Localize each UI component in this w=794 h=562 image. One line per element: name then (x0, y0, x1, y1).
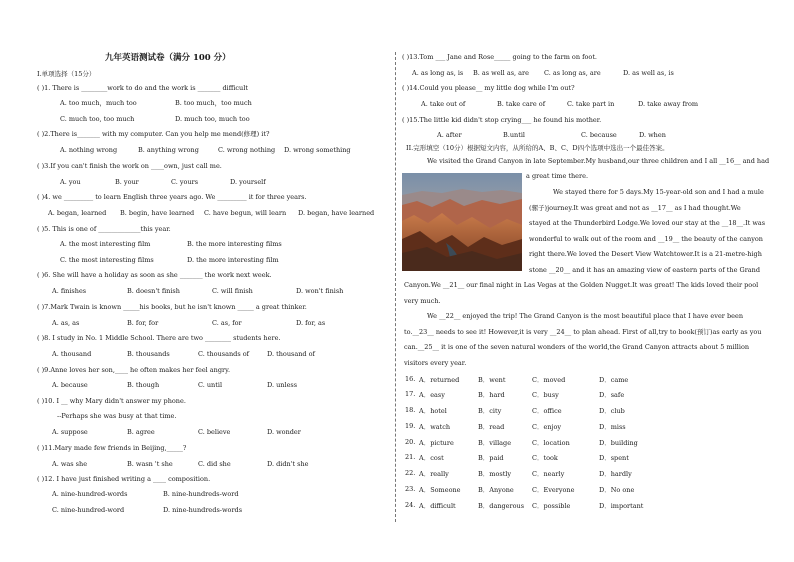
question-12-stem: ( )12. I have just finished writing a ____ composition. (37, 475, 211, 483)
option-b: B. though (127, 381, 160, 389)
option-d: D. wrong something (284, 146, 351, 154)
option-c: C. much too, too much (60, 115, 135, 123)
question-6-stem: ( )6. She will have a holiday as soon as she _______ the work next week. (37, 271, 272, 279)
passage-line: We __22__ enjoyed the trip! The Grand Canyon is the most beautiful place that I have ever been (427, 312, 744, 320)
option-d: D. nine-hundreds-words (163, 506, 243, 514)
option-c: C. thousands of (198, 350, 250, 358)
option-d: D. wonder (267, 428, 301, 436)
grand-canyon-photo (402, 173, 522, 271)
question-9-stem: ( )9.Anne loves her son,____ he often makes her feel angry. (37, 366, 231, 374)
option-b: B. thousands (127, 350, 170, 358)
option-a: A. as long as, is (412, 69, 464, 77)
passage-line: can.__25__ it is one of the seven natural wonders of the world,the Grand Canyon attracts about 5 million (404, 343, 750, 351)
option-d: D. take away from (638, 100, 699, 108)
option-c: C. will finish (212, 287, 253, 295)
question-10-response: --Perhaps she was busy at that time. (57, 412, 177, 420)
option-c: C. wrong nothing (218, 146, 276, 154)
option-a: A. suppose (52, 428, 88, 436)
option-a: A. you (60, 178, 81, 186)
section-heading-cloze: II.完形填空（10分）根据短文内容，从所给的A、B、C、D四个选项中选出一个最佳答案。 (406, 144, 669, 152)
option-b: B. your (115, 178, 139, 186)
option-b: B. nine-hundreds-word (163, 490, 239, 498)
option-b: B. agree (127, 428, 155, 436)
option-d: D. unless (267, 381, 298, 389)
passage-line: We visited the Grand Canyon in late September.My husband,our three children and I all __16__ and had (427, 157, 770, 165)
option-d: D. didn't she (267, 460, 309, 468)
passage-line: right there.We loved the Desert View Watchtower.It is a 21-metre-high (529, 250, 762, 258)
passage-line: to.__23__ needs to see it! However,it is very __24__ to plan ahead. First of all,try to book(预订)as early as you (404, 328, 762, 336)
option-d: D. when (639, 131, 666, 139)
option-c: C. as long as, are (544, 69, 601, 77)
option-b: B. for, for (127, 319, 159, 327)
option-a: A. the most interesting film (60, 240, 151, 248)
option-b: B. the more interesting films (187, 240, 282, 248)
option-c: C. because (581, 131, 617, 139)
option-c: C. have begun, will learn (204, 209, 287, 217)
column-divider (395, 52, 396, 522)
passage-line: We stayed there for 5 days.My 15-year-old son and I had a mule (553, 188, 764, 196)
option-a: A. because (52, 381, 88, 389)
option-a: A. take out of (421, 100, 466, 108)
option-a: A. nine-hundred-words (52, 490, 128, 498)
option-d: D. as well as, is (623, 69, 674, 77)
option-a: A. nothing wrong (60, 146, 118, 154)
option-d: D. much too, much too (175, 115, 250, 123)
option-a: A. was she (52, 460, 88, 468)
question-13-stem: ( )13.Tom ___ Jane and Rose_____ going to the farm on foot. (402, 53, 598, 61)
passage-line: very much. (404, 297, 441, 305)
question-10-stem: ( )10. I __ why Mary didn't answer my phone. (37, 397, 186, 405)
question-3-stem: ( )3.If you can't finish the work on ____own, just call me. (37, 162, 222, 170)
option-b: B. as well as, are (473, 69, 529, 77)
section-heading-choice: I.单项选择（15分） (37, 70, 96, 78)
passage-line: visitors every year. (404, 359, 467, 367)
option-d: D. for, as (296, 319, 326, 327)
option-c: C. until (198, 381, 223, 389)
option-c: C. take part in (567, 100, 615, 108)
option-a: A. began, learned (48, 209, 107, 217)
option-a: A. finishes (52, 287, 87, 295)
question-5-stem: ( )5. This is one of _____________this year. (37, 225, 171, 233)
option-a: A. as, as (52, 319, 80, 327)
option-d: D. thousand of (267, 350, 315, 358)
option-d: D. won't finish (296, 287, 344, 295)
page-title: 九年英语测试卷（满分 100 分） (105, 53, 231, 63)
question-7-stem: ( )7.Mark Twain is known _____his books, but he isn't known _____ a great thinker. (37, 303, 307, 311)
option-a: A. too much，much too (60, 99, 137, 107)
option-c: C. yours (171, 178, 199, 186)
option-c: C. nine-hundred-word (52, 506, 125, 514)
option-c: C. believe (198, 428, 231, 436)
option-b: B. too much，too much (175, 99, 252, 107)
option-c: C. did she (198, 460, 231, 468)
grand-canyon-illustration (402, 173, 522, 271)
question-14-stem: ( )14.Could you please__ my little dog while I'm out? (402, 84, 575, 92)
option-c: C. the most interesting films (60, 256, 154, 264)
option-d: D. began, have learned (298, 209, 375, 217)
passage-line: wonderful to walk out of the room and __19__ the beauty of the canyon (529, 235, 763, 243)
question-11-stem: ( )11.Mary made few friends in Beijing,_____? (37, 444, 187, 452)
option-b: B. begin, have learned (120, 209, 195, 217)
question-8-stem: ( )8. I study in No. 1 Middle School. There are two ________ students here. (37, 334, 281, 342)
question-1-stem: ( )1. There is ________work to do and the work is _______ difficult (37, 84, 248, 92)
question-15-stem: ( )15.The little kid didn't stop crying___ he found his mother. (402, 116, 602, 124)
option-a: A. after (437, 131, 462, 139)
option-b: B. wasn 't she (127, 460, 173, 468)
passage-line: (骡子)journey.It was great and not as __17__ as I had thought.We (529, 204, 741, 212)
option-b: B. anything wrong (138, 146, 199, 154)
option-d: D. yourself (230, 178, 266, 186)
passage-line: stone __20__ and it has an amazing view of eastern parts of the Grand (529, 266, 761, 274)
passage-line: a great time there. (526, 172, 589, 180)
option-d: D. the more interesting film (187, 256, 279, 264)
question-4-stem: ( )4. we _________ to learn English three years ago. We _________ it for three years. (37, 193, 307, 201)
option-b: B. take care of (497, 100, 546, 108)
option-b: B. doesn't finish (127, 287, 180, 295)
question-2-stem: ( )2.There is_______ with my computer. Can you help me mend(修理) it? (37, 130, 270, 138)
option-b: B.until (503, 131, 525, 139)
passage-line: stayed at the Thunderbird Lodge.We loved our stay at the __18__.It was (529, 219, 766, 227)
option-c: C. as, for (212, 319, 242, 327)
option-a: A. thousand (52, 350, 92, 358)
passage-line: Canyon.We __21__ our final night in Las Vegas at the Golden Nugget.It was great! The kids loved their pool (404, 281, 759, 289)
